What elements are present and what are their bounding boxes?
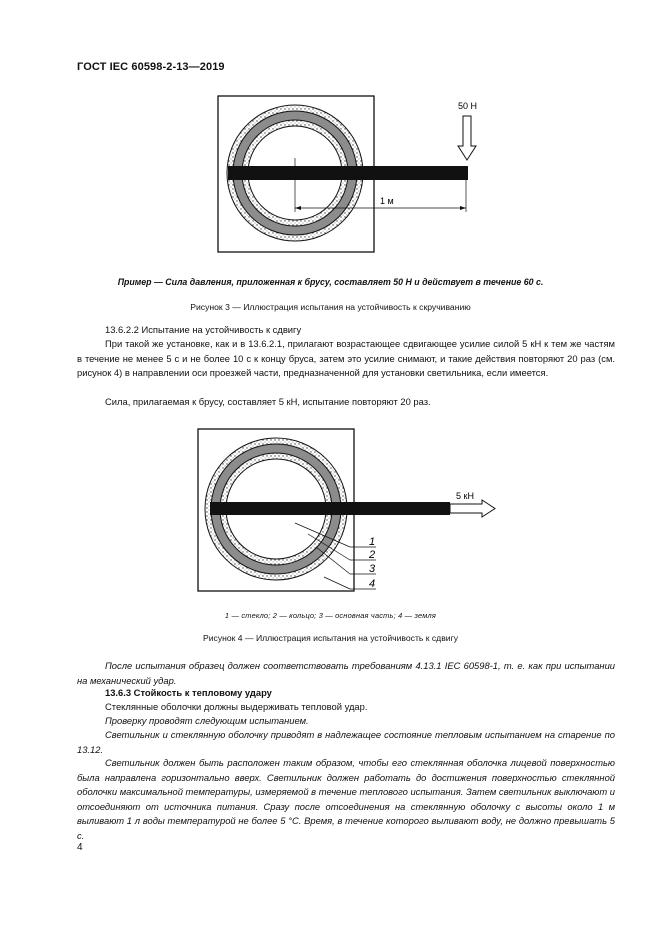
section-1363-paragraph-3: Светильник и стеклянную оболочку приводят в надлежащее состояние тепловым испытанием на старение по 13.12. xyxy=(77,729,615,755)
force-label-5kn: 5 кН xyxy=(456,491,474,501)
section-1363-paragraph-4: Светильник должен быть расположен таким образом, чтобы его стеклянная оболочка лицевой поверхностью была направлена горизонтально вверх. Светильник должен работать до достижения поверхностью стеклянной оболочки максимальной температуры, измеряемой в течение теплового испытания. Затем светильник выключают и отсоединяют от источника питания. Сразу после отсоединения на стеклянную оболочку с высоты около 1 м выливают 1 л воды температурой не более 5 °С. Время, в течение которого выливают воду, не должно превышать 5 с. xyxy=(77,757,615,841)
figure-4-diagram xyxy=(190,423,510,603)
figure-3-example: Пример — Сила давления, приложенная к брусу, составляет 50 Н и действует в течение 60 с. xyxy=(117,277,544,287)
section-13622-paragraph-2: Сила, прилагаемая к брусу, составляет 5 кН, испытание повторяют 20 раз. xyxy=(105,396,431,407)
part-label-1: 1 xyxy=(369,536,376,548)
figure-4-caption: Рисунок 4 — Иллюстрация испытания на устойчивость к сдвигу xyxy=(203,633,458,643)
document-header: ГОСТ IEC 60598-2-13—2019 xyxy=(77,61,225,73)
section-1363-heading: 13.6.3 Стойкость к тепловому удару xyxy=(105,687,272,698)
force-label-50n: 50 Н xyxy=(458,101,478,111)
figure-3-diagram xyxy=(200,92,500,262)
page-number: 4 xyxy=(77,842,83,853)
section-13622-paragraph-1: При такой же установке, как и в 13.6.2.1, прилагают возрастающее сдвигающее усилие силой 5 кН к тем же частям в течение не менее 5 с и не более 10 с к концу бруса, затем это усилие снимают, и такие действия повторяют 20 раз (см. рисунок 4) в направлении оси проезжей части, предназначенной для установки светильника, если имеется. xyxy=(77,338,615,378)
right-arrow-icon xyxy=(450,500,495,517)
section-1363-paragraph-2: Проверку проводят следующим испытанием. xyxy=(105,715,309,726)
section-13622-heading: 13.6.2.2 Испытание на устойчивость к сдвигу xyxy=(105,324,302,335)
distance-label: 1 м xyxy=(380,196,394,206)
down-arrow-icon xyxy=(458,116,476,160)
figure-4-legend: 1 — стекло; 2 — кольцо; 3 — основная часть; 4 — земля xyxy=(224,611,437,620)
part-label-4: 4 xyxy=(369,578,376,590)
section-1363-paragraph-1: Стеклянные оболочки должны выдерживать тепловой удар. xyxy=(105,701,368,712)
part-label-3: 3 xyxy=(369,563,376,575)
figure-3-caption: Рисунок 3 — Иллюстрация испытания на устойчивость к скручиванию xyxy=(190,302,471,312)
test-bar xyxy=(210,502,450,515)
part-label-2: 2 xyxy=(369,549,376,561)
after-test-paragraph: После испытания образец должен соответствовать требованиям 4.13.1 IEC 60598-1, т. е. как при испытании на механический удар. xyxy=(77,660,615,686)
test-bar xyxy=(228,166,468,180)
